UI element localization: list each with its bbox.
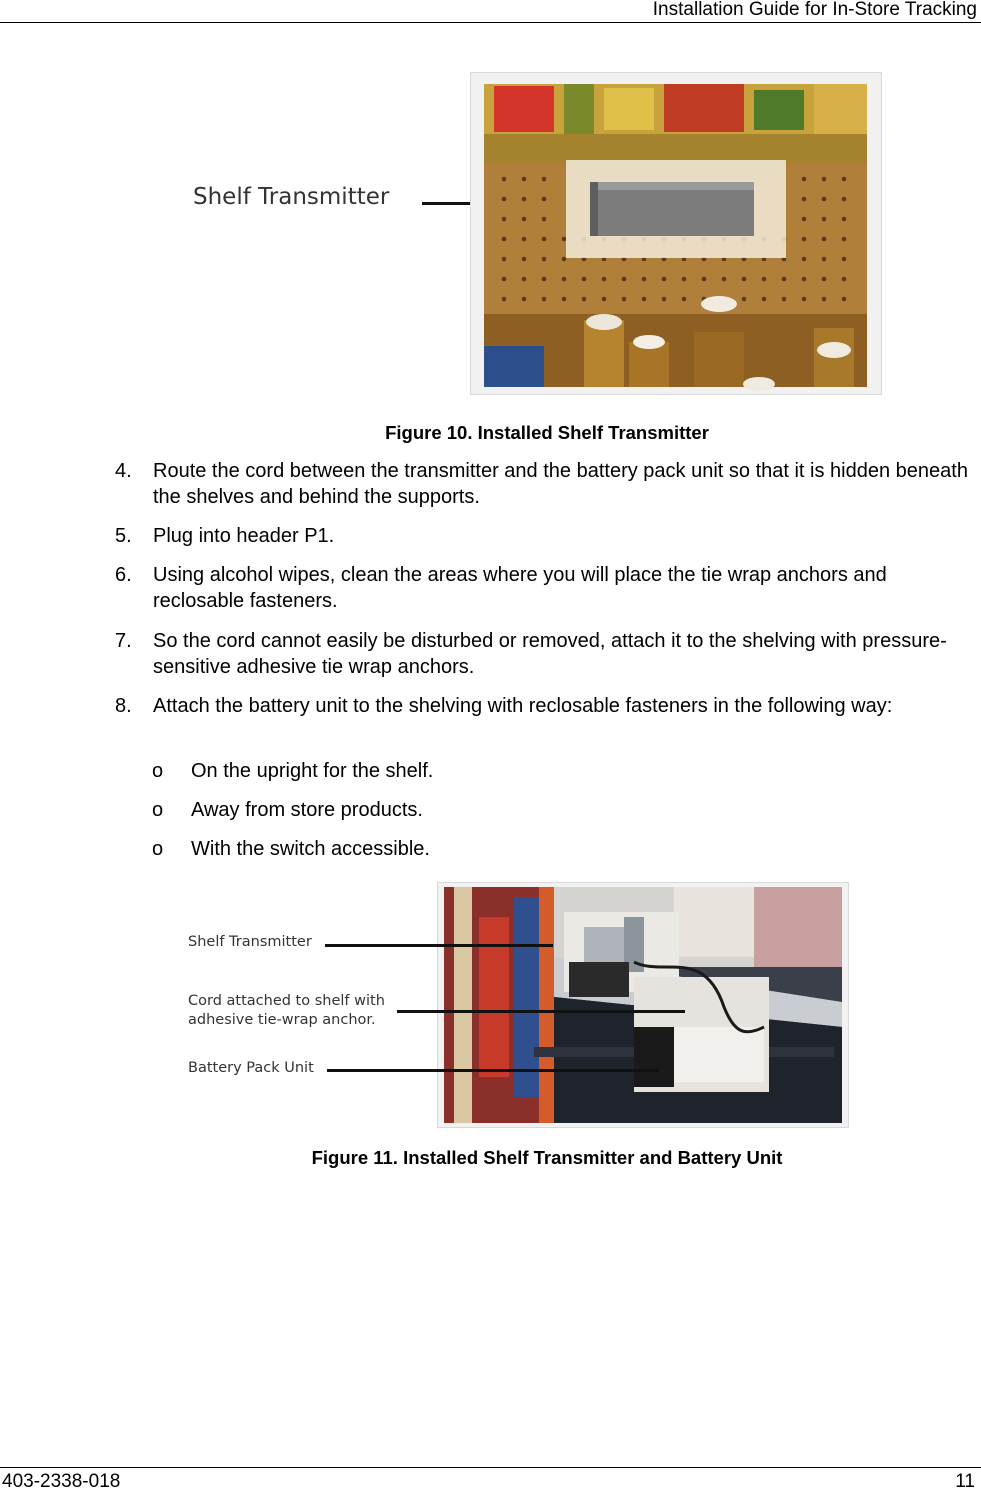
- step-number: 4.: [115, 460, 132, 482]
- step-item: [115, 628, 965, 680]
- bullet-marker: o: [152, 799, 164, 821]
- step-number: 8.: [115, 695, 132, 717]
- figure11-photo: [437, 882, 849, 1128]
- figure11-leader-transmitter: [325, 944, 553, 947]
- figure11-leader-cord: [397, 1010, 685, 1013]
- bullet-text: With the switch accessible.: [191, 838, 430, 860]
- step-number: 6.: [115, 564, 132, 586]
- bullet-text: On the upright for the shelf.: [191, 760, 434, 782]
- footer-rule: [0, 1467, 981, 1468]
- step-text: Route the cord between the transmitter and the battery pack unit so that it is hidden beneath the shelves and behind the supports.: [153, 460, 968, 508]
- figure11-callout-cord-line1: Cord attached to shelf with: [188, 993, 385, 1009]
- step-text: Plug into header P1.: [153, 525, 335, 547]
- figure11-leader-battery: [327, 1069, 659, 1072]
- figure11-callout-battery: Battery Pack Unit: [188, 1060, 314, 1076]
- running-header: Installation Guide for In-Store Tracking: [652, 0, 977, 20]
- bullet-marker: o: [152, 838, 164, 860]
- step-item: [115, 562, 965, 614]
- page-number: 11: [955, 1471, 975, 1492]
- bullet-text: Away from store products.: [191, 799, 423, 821]
- figure10-photo: [470, 72, 882, 395]
- step-text: Using alcohol wipes, clean the areas where you will place the tie wrap anchors and reclosable fasteners.: [153, 564, 887, 612]
- figure10-caption: Figure 10. Installed Shelf Transmitter: [385, 422, 709, 443]
- step-number: 7.: [115, 630, 132, 652]
- step-number: 5.: [115, 525, 132, 547]
- bullet-marker: o: [152, 760, 164, 782]
- step-item: [115, 458, 968, 510]
- step-item: [115, 523, 965, 549]
- figure11-callout-transmitter: Shelf Transmitter: [188, 934, 312, 950]
- document-number: 403-2338-018: [2, 1471, 121, 1492]
- figure10-callout-label: Shelf Transmitter: [193, 184, 390, 210]
- step-text: Attach the battery unit to the shelving with reclosable fasteners in the following way:: [153, 695, 893, 717]
- step-item: [115, 693, 965, 745]
- figure11-callout-cord-line2: adhesive tie-wrap anchor.: [188, 1012, 376, 1028]
- figure11-caption: Figure 11. Installed Shelf Transmitter and Battery Unit: [311, 1147, 783, 1168]
- step-text: So the cord cannot easily be disturbed or removed, attach it to the shelving with pressure-sensitive adhesive tie wrap anchors.: [153, 630, 947, 678]
- header-rule: [0, 22, 981, 23]
- figure11-callout-cord: [188, 992, 385, 1030]
